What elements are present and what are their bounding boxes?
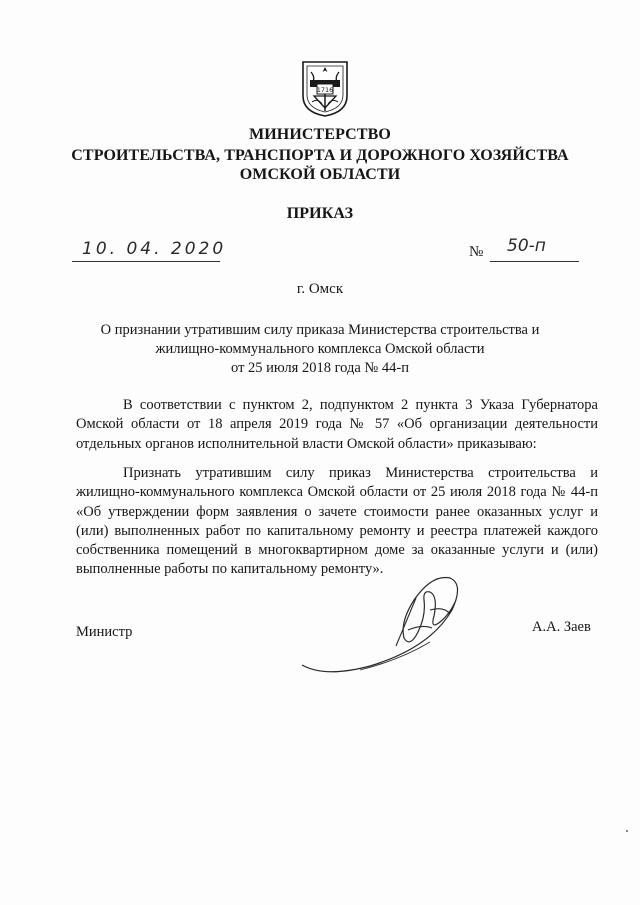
order-title-line-3: от 25 июля 2018 года № 44-п [231,360,409,376]
city: г. Омск [296,281,344,297]
handwritten-number: 50-п [507,236,546,256]
order-title-line-2: жилищно-коммунального комплекса Омской области [155,341,485,357]
ministry-title-line-2: СТРОИТЕЛЬСТВА, ТРАНСПОРТА И ДОРОЖНОГО ХОЗЯЙСТВА [71,147,569,164]
scan-speck [626,830,628,832]
signatory-role: Министр [76,624,133,640]
document-type: ПРИКАЗ [286,205,354,222]
handwritten-date: 10. 04. 2020 [82,239,227,259]
number-underline [490,261,579,262]
svg-text:1716: 1716 [316,86,334,94]
number-label: № [469,244,484,260]
ministry-title-line-3: ОМСКОЙ ОБЛАСТИ [239,166,401,183]
handwritten-signature [300,570,480,690]
coat-of-arms-icon [300,58,350,118]
date-underline [72,261,220,262]
order-paragraph: Признать утратившим силу приказ Министерства строительства и жилищно-коммунального комплекса Омской области от 25 июля 2018 года № 44-п «Об утверждении форм заявления о зачете стоимости ранее оказанных услуг и (или) выполненных работ по капитальному ремонту и реестра платежей каждого собственника помещений в многоквартирном доме за оказанные услуги и (или) выполненные работы по капитальному ремонту». [76,465,598,578]
ministry-title-line-1: МИНИСТЕРСТВО [249,126,391,143]
order-title-line-1: О признании утратившим силу приказа Министерства строительства и [100,322,540,338]
preamble-paragraph: В соответствии с пунктом 2, подпунктом 2 пункта 3 Указа Губернатора Омской области от 18 апреля 2019 года № 57 «Об организации деятельности отдельных органов исполнительной власти Омской области» приказываю: [76,397,598,452]
signatory-name: А.А. Заев [532,619,591,635]
